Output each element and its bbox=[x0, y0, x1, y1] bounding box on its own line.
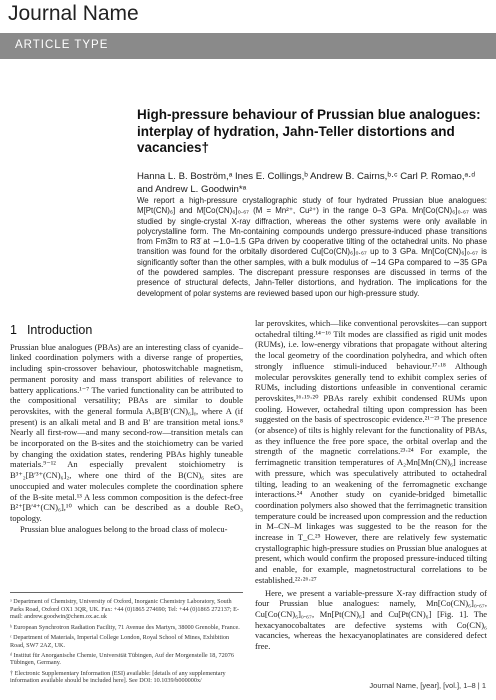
footnote-esi: † Electronic Supplementary Information (ESI) available: [details of any supplementary information available should be included here]. See DOI: 10.1039/b000000x/ bbox=[10, 669, 226, 685]
page-footer: Journal Name, [year], [vol.], 1–8 | 1 bbox=[369, 681, 486, 690]
footnote-affiliation-b: ᵇ European Synchrotron Radiation Facility, 71 Avenue des Martyrs, 38000 Grenoble, France. bbox=[10, 623, 240, 631]
intro-paragraph-1: Prussian blue analogues (PBAs) are an interesting class of cyanide–linked coordination polymers with a diverse range of properties, including spin-crossover behaviour, photoswitchable magnetism, permanent porosity and mass transport abilities of relevance to battery applications.¹⁻⁷ The varied functionality can be attributed to the compositional versatility; PBAs are similar to double perovskites, with the general formula AₓB[B′(CN)₆]ᵧ, where A (if present) is an alkali metal and B and B′ are transition metal ions.⁸ Nearly all first-row—and many second-row—transition metals can be incorporated on the B-sites and the stoichiometry can be varied by changing the oxidation states, rendering PBAs highly tuneable materials.⁹⁻¹² An especially prevalent stoichiometry is B³⁺₂[B′³⁺(CN)₆]₂, where one third of the B(CN)₆ sites are unoccupied and water molecules complete the coordination sphere of the B-site metal.¹³ A less common composition is the defect-free B²⁺[B′⁴⁺(CN)₆],¹⁰ which can be described as a double ReO₃ topology. bbox=[10, 341, 243, 523]
intro-paragraph-3: Here, we present a variable-pressure X-ray diffraction study of four Prussian blue analogues: namely, Mn[Co(CN)₆]₀.₆₇, Cu[Co(CN)₆]₀.₆₇, Mn[Pt(CN)₆] and Cu[Pt(CN)₆] [Fig. 1]. The hexacyanocobaltates are defective systems with Co(CN)₆ vacancies, whereas the hexacyanoplatinates are considered defect free. bbox=[255, 587, 487, 652]
paper-title: High-pressure behaviour of Prussian blue analogues: interplay of hydration, Jahn-Teller distortions and vacancies† bbox=[137, 107, 481, 155]
section-title: Introduction bbox=[26, 323, 93, 337]
article-type-bar bbox=[0, 33, 496, 59]
article-type-label: ARTICLE TYPE bbox=[15, 39, 109, 51]
abstract: We report a high-pressure crystallographic study of four hydrated Prussian blue analogues: M[Pt(CN)₆] and M[Co(CN)₆]₀.₆₇ (M = Mn²⁺, Cu²⁺) in the range 0–3 GPa. Mn[Co(CN)₆]₀.₆₇ was studied by single-crystal X-ray diffraction, whereas the other systems were only available in polycrystalline form. The Mn-containing compounds undergo pressure-induced phase transitions from Fm3̄m to R3̄ at ∼1.0–1.5 GPa driven by cooperative tilting of the octahedral units. No phase transition was found for the orbitally disordered Cu[Co(CN)₆]₀.₆₇ up to 3 GPa. Mn[Co(CN)₆]₀.₆₇ is significantly softer than the other samples, with a bulk modulus of ∼14 GPa compared to ∼35 GPa of the powdered samples. The discrepant pressure responses are discussed in terms of the presence of structural defects, Jahn-Teller distortions, and hydration. The implications for the development of polar systems are reviewed based upon our high-pressure study. bbox=[137, 196, 487, 298]
intro-paragraph-2-continued: lar perovskites, which—like conventional perovskites—can support octahedral tilting.¹⁴⁻¹⁶ Tilt modes are classified as rigid unit modes (RUMs), i.e. low-energy vibrations that propagate without altering the local geometry of the coordination polyhedra, and which often strongly influence stimuli-induced behaviour.¹⁷·¹⁸ Although molecular perovskites generally tend to exhibit complex series of RUMs, including distortions unfeasible in conventional ceramic perovskites,¹⁶·¹⁹·²⁰ PBAs rarely exhibit condensed RUMs upon cooling. However, octahedral tilting upon compression has been suggested on the basis of spectroscopic evidence.²¹⁻²³ The presence (or absence) of tilts is highly relevant for the functionality of PBAs, as they influence the free pore space, the orbital overlap and the strength of the magnetic correlations.²³·²⁴ For example, the ferrimagnetic transition temperatures of A₂Mn[Mn(CN)₆] increase with pressure, which was speculatively attributed to octahedral tilting, leading to an weakening of the ferromagnetic exchange interactions.²⁴ Another study on cyanide-bridged bimetallic coordination polymers also showed that the ferrimagnetic transition temperature could be increased upon compression and the reduction in M–CN–M linkages was suggested to be the reason for the increase in T_C.²⁵ However, there are relatively few systematic crystallographic high-pressure studies on Prussian blue analogues at present, which would confirm the proposed pressure-induced tilting and enable, for example, magnetostructural correlations to be established.²²·²⁶·²⁷ bbox=[255, 318, 487, 585]
section-heading bbox=[10, 325, 243, 336]
footnotes bbox=[10, 598, 243, 688]
left-column bbox=[10, 325, 243, 534]
section-number: 1 bbox=[10, 323, 17, 337]
footnote-affiliation-a: ᵃ Department of Chemistry, University of Oxford, Inorganic Chemistry Laboratory, South Parks Road, Oxford OX1 3QR, UK. Fax: +44 (0)1865 274690; Tel: +44 (0)1865 272137; E-mail: andrew.goodwin@chem.ox.ac.uk bbox=[10, 598, 239, 621]
right-column bbox=[255, 318, 487, 652]
intro-paragraph-2: Prussian blue analogues belong to the broad class of molecu- bbox=[20, 523, 228, 534]
journal-name: Journal Name bbox=[8, 2, 139, 25]
footnote-affiliation-d: ᵈ Institut für Anorganische Chemie, Universität Tübingen, Auf der Morgenstelle 18, 72076 Tübingen, Germany. bbox=[10, 651, 234, 667]
footnote-affiliation-c: ᶜ Department of Materials, Imperial College London, Royal School of Mines, Exhibition Road, SW7 2AZ, UK. bbox=[10, 633, 230, 649]
author-list: Hanna L. B. Boström,ᵃ Ines E. Collings,ᵇ Andrew B. Cairns,ᵇ·ᶜ Carl P. Romao,ᵃ·ᵈ and Andrew L. Goodwin*ᵃ bbox=[137, 171, 475, 195]
footnote-rule bbox=[10, 592, 243, 593]
